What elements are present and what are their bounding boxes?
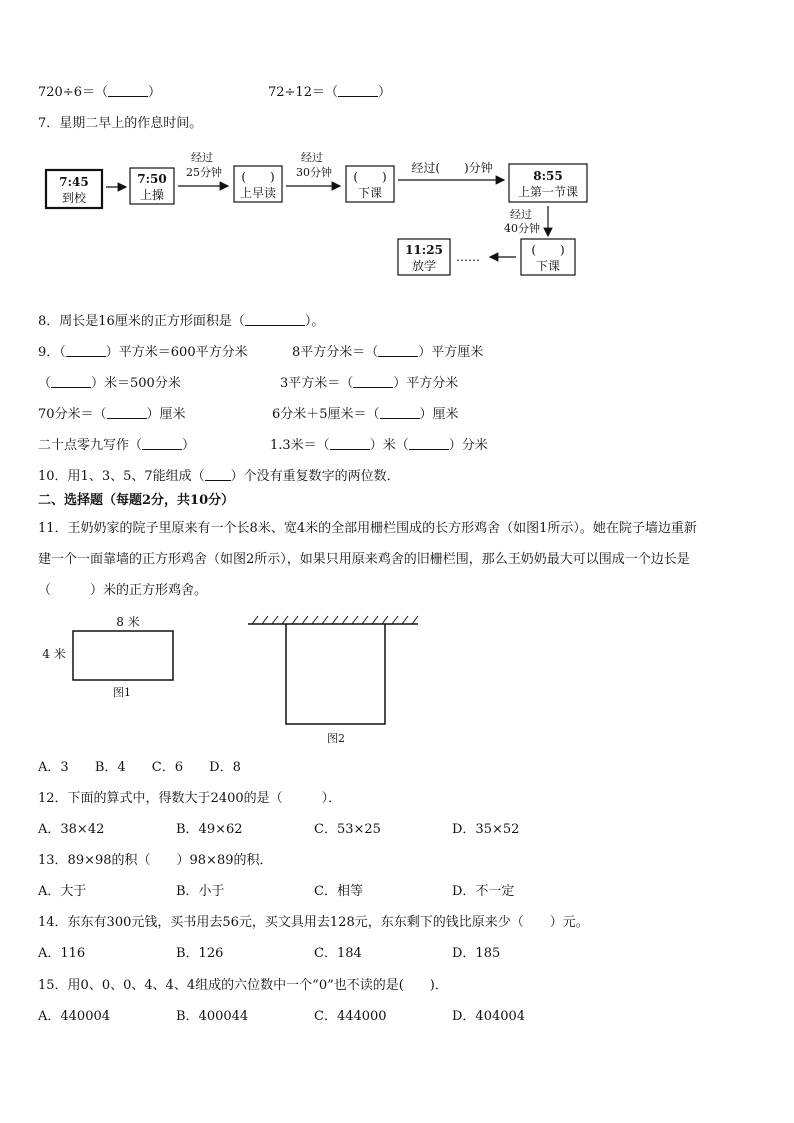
q11-line-3: （ ）米的正方形鸡舍。: [38, 583, 208, 598]
svg-text:下课: 下课: [535, 259, 561, 273]
option-c[interactable]: C．相等: [314, 884, 363, 899]
option-d[interactable]: D．185: [452, 946, 501, 961]
svg-text:( ): ( ): [531, 243, 565, 257]
answer-blank[interactable]: [205, 468, 231, 481]
option-c[interactable]: C．184: [314, 946, 362, 961]
svg-text:经过: 经过: [510, 208, 532, 221]
flow-box-morning-reading[interactable]: [234, 166, 282, 202]
schedule-flowchart: [0, 140, 794, 290]
q14-text: 14．东东有300元钱，买书用去56元，买文具用去128元，东东剩下的钱比原来少（ ）元。: [38, 915, 589, 930]
svg-text:7:45: 7:45: [59, 175, 89, 189]
option-d[interactable]: D．404004: [452, 1009, 526, 1024]
q11-line-1: 11．王奶奶家的院子里原来有一个长8米、宽4米的全部用栅栏围成的长方形鸡舍（如图1所示）。她在院子墙边重新: [38, 521, 697, 536]
q9-row4-a: 二十点零九写作（ ）: [38, 438, 196, 453]
answer-blank[interactable]: [245, 313, 305, 326]
svg-text:……: ……: [456, 250, 480, 264]
option-c[interactable]: C．53×25: [314, 822, 381, 837]
option-b[interactable]: B．4: [94, 760, 126, 775]
q9-row3-a: 70分米＝（ ）厘米: [38, 407, 186, 422]
q9-row4-b: 1.3米＝（ ）米（ ）分米: [270, 438, 488, 453]
option-d[interactable]: D．不一定: [452, 884, 515, 899]
option-d[interactable]: D．35×52: [452, 822, 520, 837]
option-b[interactable]: B．49×62: [176, 822, 243, 837]
q9-row3-b: 6分米＋5厘米＝（ ）厘米: [272, 407, 459, 422]
q7-text: 7．星期二早上的作息时间。: [38, 116, 203, 131]
q6-a-text: 720÷6＝（: [38, 85, 108, 100]
svg-text:8 米: 8 米: [116, 615, 140, 629]
section-heading: 二、选择题（每题2分，共10分）: [38, 493, 235, 508]
svg-text:( ): ( ): [353, 170, 387, 184]
option-a[interactable]: A．3: [38, 760, 69, 775]
answer-blank[interactable]: [51, 375, 91, 388]
svg-text:上操: 上操: [139, 188, 165, 202]
option-b[interactable]: B．小于: [176, 884, 225, 899]
answer-blank[interactable]: [330, 437, 370, 450]
flow-box-exercise: [130, 168, 174, 204]
figure-1-rectangle: [42, 614, 173, 699]
q8: 8．周长是16厘米的正方形面积是（ ）。: [38, 314, 325, 329]
option-a[interactable]: A．大于: [38, 884, 87, 899]
answer-blank[interactable]: [66, 344, 106, 357]
answer-blank[interactable]: [338, 84, 378, 97]
answer-blank[interactable]: [380, 406, 420, 419]
figure-2-square-by-wall: [248, 616, 418, 745]
answer-blank[interactable]: [142, 437, 182, 450]
answer-blank[interactable]: [353, 375, 393, 388]
svg-text:上第一节课: 上第一节课: [517, 185, 579, 199]
option-b[interactable]: B．126: [176, 946, 224, 961]
q6-item-a: 720÷6＝（ ）: [38, 85, 161, 100]
svg-text:8:55: 8:55: [533, 169, 563, 183]
q10: 10．用1、3、5、7能组成（ ）个没有重复数字的两位数．: [38, 469, 400, 484]
q9-row1-a: 9．（ ）平方米＝600平方分米: [38, 345, 248, 360]
svg-text:( ): ( ): [241, 170, 275, 184]
svg-text:到校: 到校: [61, 191, 87, 205]
wall-hatching: [252, 616, 418, 624]
option-a[interactable]: A．116: [38, 946, 86, 961]
svg-text:30分钟: 30分钟: [296, 166, 332, 179]
flow-box-class-over-1[interactable]: [346, 166, 394, 202]
q6-item-b: 72÷12＝（ ）: [268, 85, 391, 100]
q13-text: 13．89×98的积（ ）98×89的积．: [38, 853, 273, 868]
option-c[interactable]: C．6: [151, 760, 183, 775]
flow-box-school-out: [398, 239, 450, 275]
svg-text:经过( )分钟: 经过( )分钟: [411, 161, 493, 175]
svg-text:25分钟: 25分钟: [186, 166, 222, 179]
answer-blank[interactable]: [107, 406, 147, 419]
flow-box-first-class: [509, 164, 587, 202]
flow-box-class-over-2[interactable]: [521, 239, 575, 275]
flow-box-arrive: [46, 170, 102, 208]
q11-figures: [0, 606, 794, 750]
option-a[interactable]: A．440004: [38, 1009, 111, 1024]
svg-text:经过: 经过: [301, 151, 323, 164]
q11-options: [38, 760, 241, 776]
answer-blank[interactable]: [378, 344, 418, 357]
svg-text:7:50: 7:50: [137, 172, 167, 186]
svg-text:图2: 图2: [327, 732, 345, 745]
svg-text:经过: 经过: [191, 151, 213, 164]
q9-row2-b: 3平方米＝（ ）平方分米: [280, 376, 459, 391]
option-a[interactable]: A．38×42: [38, 822, 105, 837]
option-c[interactable]: C．444000: [314, 1009, 387, 1024]
answer-blank[interactable]: [409, 437, 449, 450]
svg-text:放学: 放学: [411, 259, 437, 273]
svg-text:11:25: 11:25: [405, 243, 443, 257]
q9-row1-b: 8平方分米＝（ ）平方厘米: [292, 345, 484, 360]
option-d[interactable]: D．8: [209, 760, 241, 775]
svg-text:40分钟: 40分钟: [504, 222, 540, 235]
svg-text:上早读: 上早读: [239, 186, 277, 200]
answer-blank[interactable]: [108, 84, 148, 97]
svg-text:4 米: 4 米: [42, 647, 66, 661]
option-b[interactable]: B．400044: [176, 1009, 249, 1024]
q6-b-text: 72÷12＝（: [268, 85, 338, 100]
svg-text:下课: 下课: [357, 186, 383, 200]
svg-text:图1: 图1: [113, 686, 131, 699]
q9-row2-a: （ ）米＝500分米: [38, 376, 181, 391]
q11-line-2: 建一个一面靠墙的正方形鸡舍（如图2所示），如果只用原来鸡舍的旧栅栏围，那么王奶奶最大可以围成一个边长是: [38, 552, 690, 567]
q15-text: 15．用0、0、0、4、4、4组成的六位数中一个“0”也不读的是( )．: [38, 978, 448, 993]
q12-text: 12．下面的算式中，得数大于2400的是（ ）．: [38, 791, 342, 806]
